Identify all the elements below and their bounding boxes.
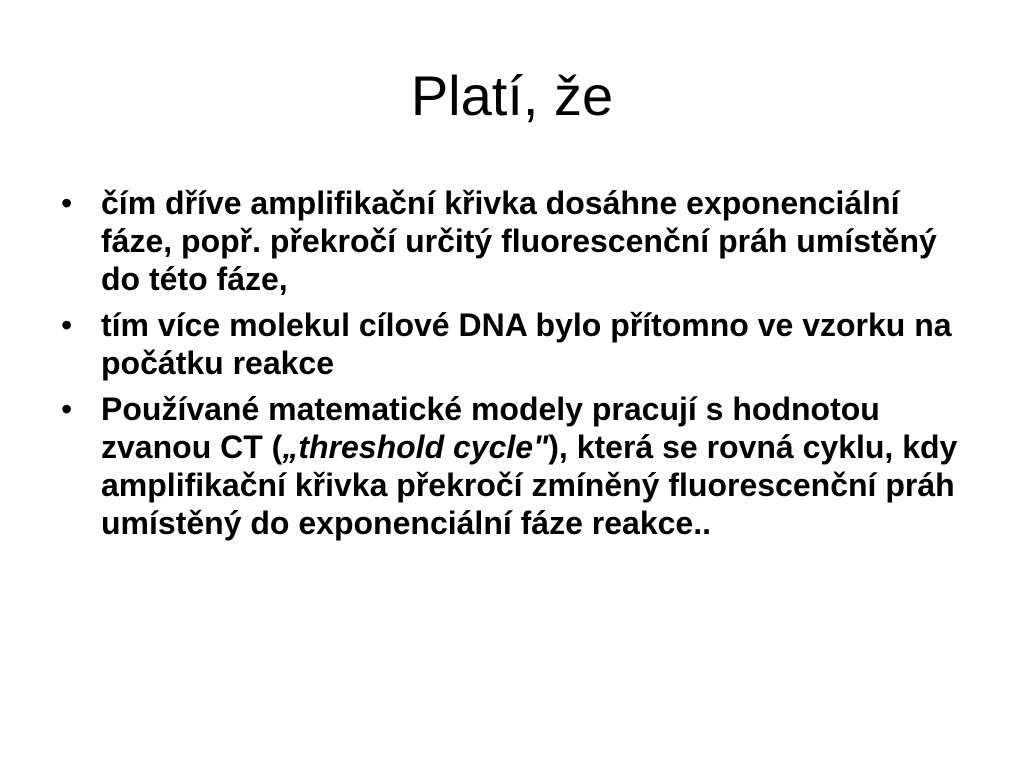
bullet-text: čím dříve amplifikační křivka dosáhne exponenciální fáze, popř. překročí určitý fluorescenční práh umístěný do této fáze, [101, 185, 937, 297]
bullet-item [58, 306, 978, 382]
threshold-cycle-term: „threshold cycle" [282, 429, 549, 465]
bullet-text-after: ), která se rovná cyklu, kdy amplifikační křivka překročí zmíněný fluorescenční práh umístěný do exponenciální fáze reakce.. [101, 429, 958, 541]
bullet-item [58, 184, 978, 298]
bullet-text-before: Používané matematické modely pracují s hodnotou zvanou CT ( [101, 391, 880, 465]
bullet-dot: • [61, 185, 73, 221]
bullet-text: tím více molekul cílové DNA bylo přítomno ve vzorku na počátku reakce [101, 307, 952, 381]
bullet-text [101, 391, 957, 541]
bullet-list [58, 184, 978, 550]
slide-title: Platí, že [410, 64, 614, 127]
bullet-item [58, 390, 978, 542]
bullet-dot: • [61, 307, 73, 343]
bullet-dot: • [61, 391, 73, 427]
